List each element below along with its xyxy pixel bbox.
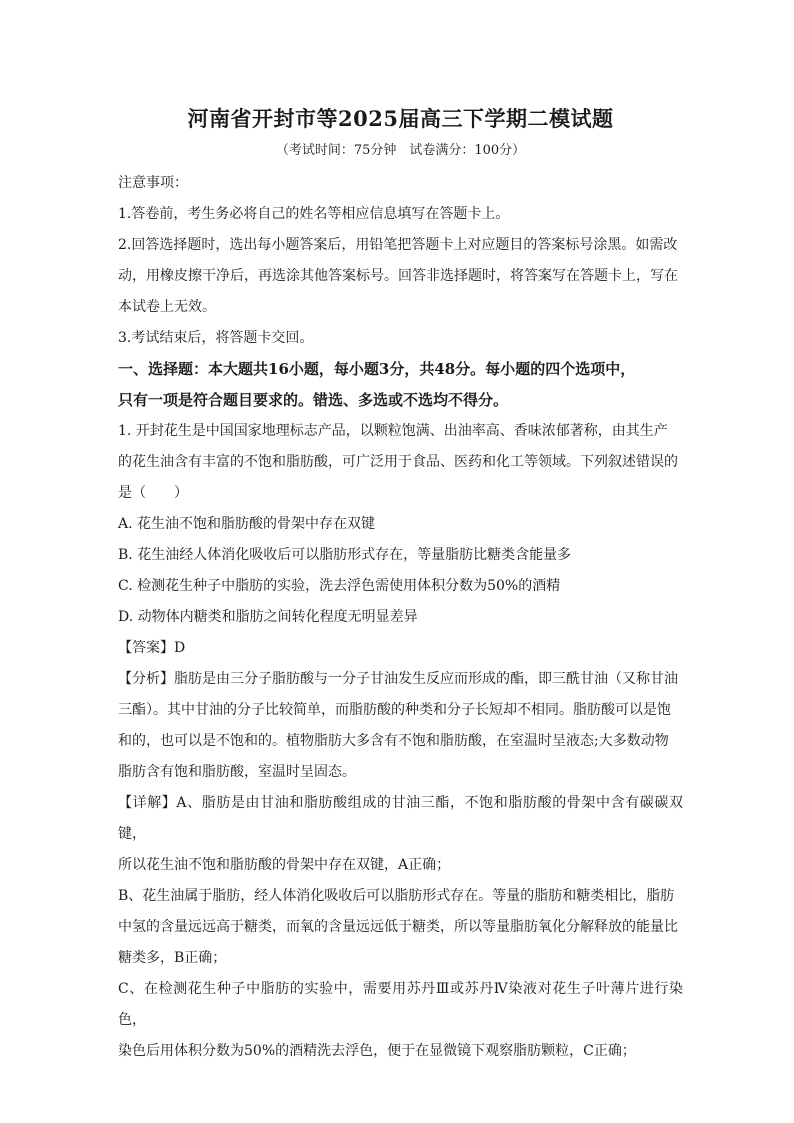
option-c: C. 检测花生种子中脂肪的实验，洗去浮色需使用体积分数为50%的酒精 bbox=[118, 578, 561, 594]
analysis-line-1 bbox=[118, 664, 683, 695]
analysis-line-2: 三酯）。其中甘油的分子比较简单，而脂肪酸的种类和分子长短却不相同。脂肪酸可以是饱 bbox=[118, 702, 671, 718]
analysis-tag: 【分析】 bbox=[118, 671, 174, 687]
analysis-line-3: 和的，也可以是不饱和的。植物脂肪大多含有不饱和脂肪酸，在室温时呈液态;大多数动物 bbox=[118, 733, 669, 749]
section-heading-line-2: 只有一项是符合题目要求的。错选、多选或不选均不得分。 bbox=[118, 391, 509, 409]
answer-value: D bbox=[174, 640, 186, 656]
notice-item-2-line-3: 本试卷上无效。 bbox=[118, 299, 216, 315]
detail-tag: 【详解】 bbox=[118, 795, 177, 811]
question-stem-line-2: 的花生油含有丰富的不饱和脂肪酸，可广泛用于食品、医药和化工等领域。下列叙述错误的 bbox=[118, 454, 678, 470]
question-stem-line-3: 是（ ） bbox=[118, 485, 188, 501]
detail-line-1 bbox=[118, 788, 683, 850]
detail-a-line-2: 所以花生油不饱和脂肪酸的骨架中存在双键，A正确； bbox=[118, 857, 451, 873]
section-heading-line-1: 一、选择题：本大题共16小题，每小题3分，共48分。每小题的四个选项中， bbox=[118, 360, 636, 378]
detail-c-line-1: C、在检测花生种子中脂肪的实验中，需要用苏丹Ⅲ或苏丹Ⅳ染液对花生子叶薄片进行染色， bbox=[118, 981, 683, 1028]
question-stem-line-1: 1. 开封花生是中国国家地理标志产品，以颗粒饱满、出油率高、香味浓郁著称，由其生产 bbox=[118, 423, 668, 439]
document-page bbox=[118, 104, 683, 1067]
detail-b-line-3: 糖类多，B正确； bbox=[118, 950, 227, 966]
answer-line bbox=[118, 633, 683, 664]
notice-heading: 注意事项： bbox=[118, 175, 188, 191]
notice-item-2-line-2: 动，用橡皮擦干净后，再选涂其他答案标号。回答非选择题时，将答案写在答题卡上，写在 bbox=[118, 268, 678, 284]
notice-item-2-line-1: 2.回答选择题时，选出每小题答案后，用铅笔把答题卡上对应题目的答案标号涂黑。如需改 bbox=[118, 237, 678, 253]
detail-b-line-1: B、花生油属于脂肪，经人体消化吸收后可以脂肪形式存在。等量的脂肪和糖类相比，脂肪 bbox=[118, 888, 675, 904]
notice-item-3: 3.考试结束后，将答题卡交回。 bbox=[118, 330, 314, 346]
analysis-line-4: 脂肪含有饱和脂肪酸，室温时呈固态。 bbox=[118, 764, 356, 780]
exam-info: （考试时间：75分钟 试卷满分：100分） bbox=[275, 143, 526, 158]
option-d: D. 动物体内糖类和脂肪之间转化程度无明显差异 bbox=[118, 609, 418, 625]
answer-tag: 【答案】 bbox=[118, 640, 174, 656]
detail-b-line-2: 中氢的含量远远高于糖类，而氧的含量远远低于糖类，所以等量脂肪氧化分解释放的能量比 bbox=[118, 919, 678, 935]
option-b: B. 花生油经人体消化吸收后可以脂肪形式存在，等量脂肪比糖类含能量多 bbox=[118, 547, 572, 563]
notice-item-1: 1.答卷前，考生务必将自己的姓名等相应信息填写在答题卡上。 bbox=[118, 206, 510, 222]
detail-text-a-1: A、脂肪是由甘油和脂肪酸组成的甘油三酯，不饱和脂肪酸的骨架中含有碳碳双键， bbox=[118, 795, 684, 842]
page-title: 河南省开封市等2025届高三下学期二模试题 bbox=[187, 106, 614, 131]
detail-c-line-2: 染色后用体积分数为50%的酒精洗去浮色，便于在显微镜下观察脂肪颗粒，C正确； bbox=[118, 1043, 636, 1059]
option-a: A. 花生油不饱和脂肪酸的骨架中存在双键 bbox=[118, 516, 376, 532]
analysis-text-1: 脂肪是由三分子脂肪酸与一分子甘油发生反应而形成的酯，即三酰甘油（又称甘油 bbox=[174, 671, 678, 687]
